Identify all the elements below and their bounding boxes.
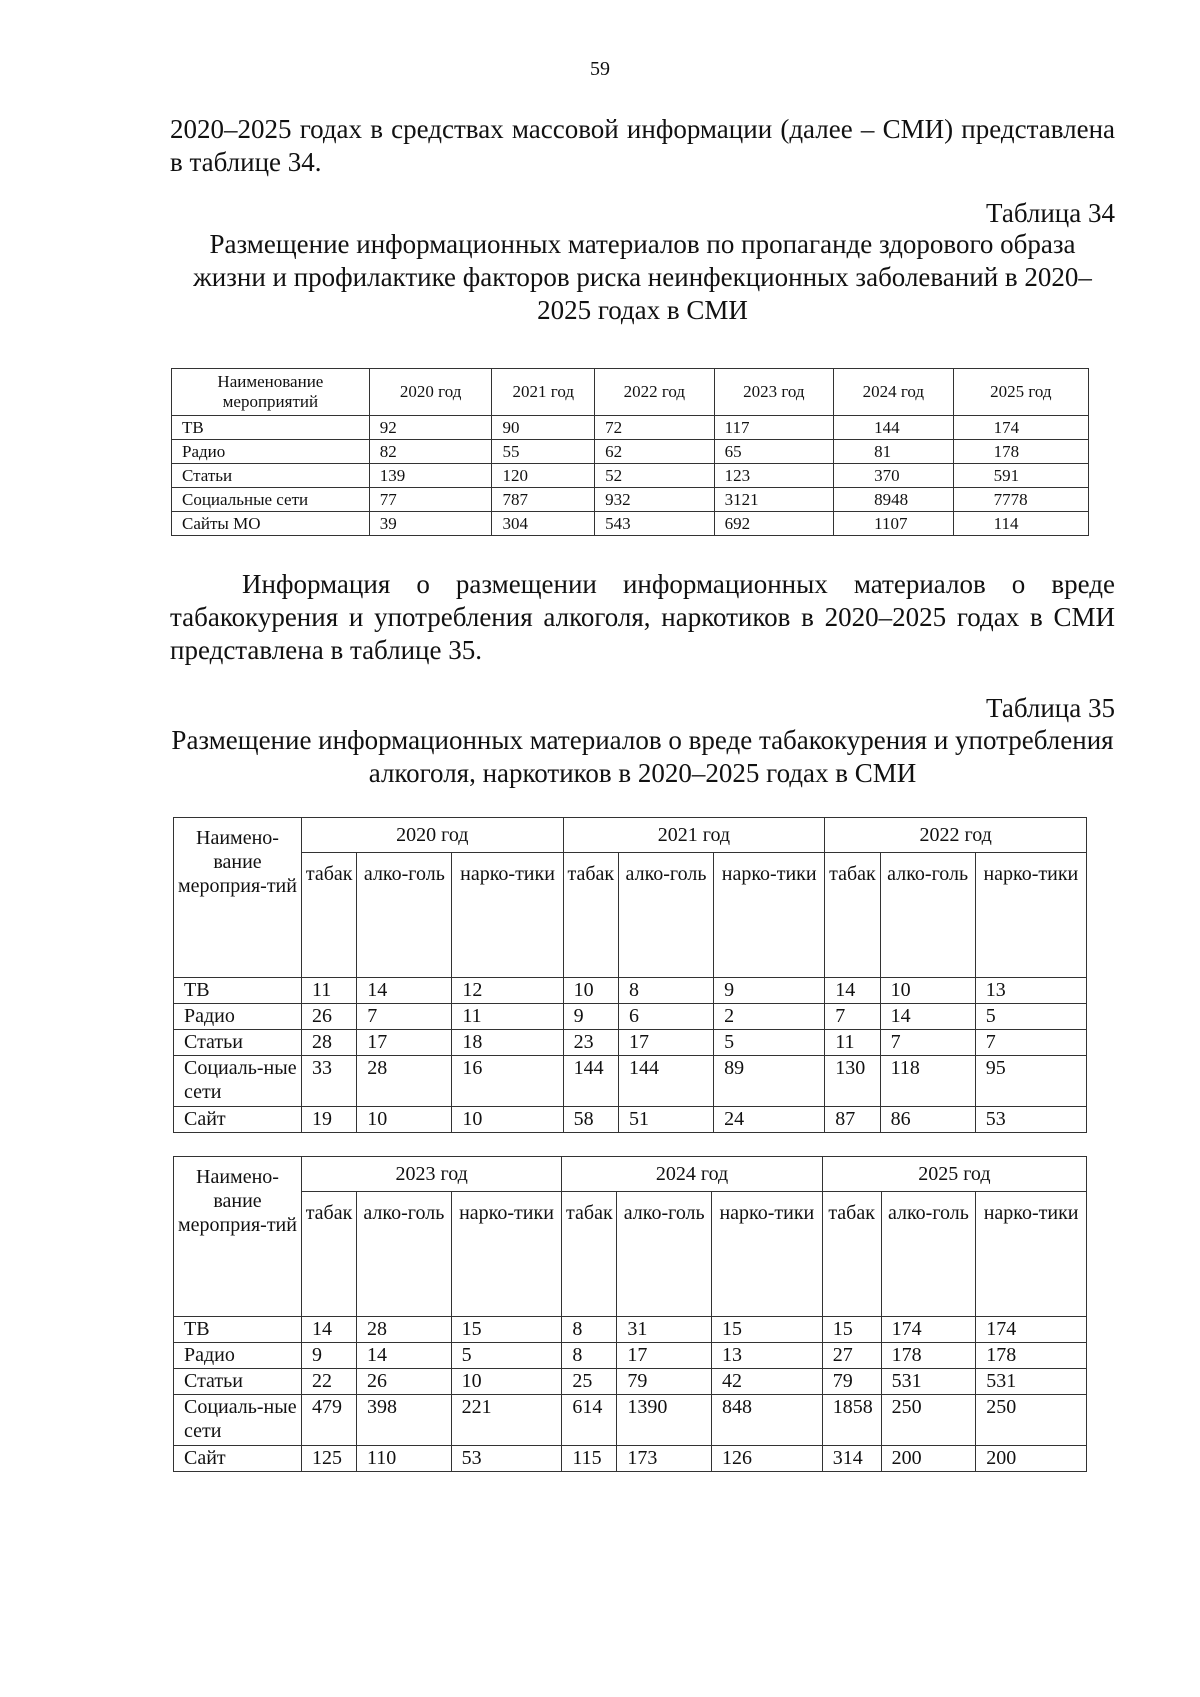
table-cell: 79: [617, 1369, 712, 1395]
table-cell: 77: [369, 488, 492, 512]
table-cell: 27: [822, 1343, 881, 1369]
table-cell: 23: [563, 1030, 618, 1056]
table35-sub-header: алко-голь: [357, 853, 452, 978]
table-cell: 5: [451, 1343, 562, 1369]
table-cell: 9: [563, 1004, 618, 1030]
row-label-cell: Статьи: [174, 1030, 302, 1056]
table-cell: 126: [712, 1446, 823, 1472]
table-cell: 200: [881, 1446, 976, 1472]
table-cell: 130: [825, 1056, 880, 1107]
table-row: [172, 464, 1089, 488]
table-cell: 17: [357, 1030, 452, 1056]
table-cell: 1858: [822, 1395, 881, 1446]
table34-header-cell: 2022 год: [595, 369, 715, 416]
row-label-cell: Радио: [174, 1343, 302, 1369]
table-cell: 1390: [617, 1395, 712, 1446]
table35-sub-header: табак: [822, 1192, 881, 1317]
table-cell: 89: [714, 1056, 825, 1107]
table-row: [174, 978, 1087, 1004]
table-cell: 6: [618, 1004, 713, 1030]
table-row: [174, 1107, 1087, 1133]
table35-title: Размещение информационных материалов о вреде табакокурения и употребления алкоголя, наркотиков в 2020–2025 годах в СМИ: [171, 725, 1114, 788]
table-cell: 370: [834, 464, 954, 488]
table34-title: Размещение информационных материалов по пропаганде здорового образа жизни и профилактике факторов риска неинфекционных заболеваний в 2020–2025 годах в СМИ: [193, 229, 1092, 325]
table-cell: 92: [369, 416, 492, 440]
table-cell: 26: [357, 1369, 452, 1395]
table34-header-cell: Наименование мероприятий: [172, 369, 370, 416]
table-cell: 398: [357, 1395, 452, 1446]
table35-sub-header: табак: [302, 853, 357, 978]
table-cell: 87: [825, 1107, 880, 1133]
table-cell: 72: [595, 416, 715, 440]
table35-sub-row: [174, 1192, 1087, 1317]
row-label-cell: Статьи: [172, 464, 370, 488]
table-cell: 120: [492, 464, 595, 488]
row-label-cell: Социаль-ные сети: [174, 1056, 302, 1107]
table-cell: 314: [822, 1446, 881, 1472]
table-cell: 10: [357, 1107, 452, 1133]
table-cell: 52: [595, 464, 715, 488]
table-cell: 10: [451, 1369, 562, 1395]
table35-sub-header: алко-голь: [881, 1192, 976, 1317]
table-cell: 110: [357, 1446, 452, 1472]
table35-name-header: Наимено-вание мероприя-тий: [174, 1157, 302, 1317]
row-label-cell: Социаль-ные сети: [174, 1395, 302, 1446]
table-row: [174, 1446, 1087, 1472]
table34-label: Таблица 34: [986, 198, 1115, 228]
table35-part2: [173, 1156, 1087, 1472]
table-cell: 42: [712, 1369, 823, 1395]
table-cell: 8948: [834, 488, 954, 512]
table-cell: 15: [822, 1317, 881, 1343]
table-cell: 614: [562, 1395, 617, 1446]
table35-sub-header: нарко-тики: [714, 853, 825, 978]
table-cell: 22: [302, 1369, 357, 1395]
table35-sub-header: алко-голь: [880, 853, 975, 978]
table-cell: 221: [451, 1395, 562, 1446]
table-cell: 26: [302, 1004, 357, 1030]
table-cell: 62: [595, 440, 715, 464]
table-cell: 81: [834, 440, 954, 464]
table-cell: 28: [302, 1030, 357, 1056]
table-row: [172, 416, 1089, 440]
table-cell: 174: [881, 1317, 976, 1343]
table35-sub-header: алко-голь: [617, 1192, 712, 1317]
table-cell: 7: [880, 1030, 975, 1056]
page-number: 59: [590, 58, 610, 80]
table-cell: 139: [369, 464, 492, 488]
table-cell: 118: [880, 1056, 975, 1107]
table-cell: 591: [953, 464, 1088, 488]
table-cell: 7778: [953, 488, 1088, 512]
table-cell: 19: [302, 1107, 357, 1133]
table34: [171, 368, 1089, 536]
table-cell: 31: [617, 1317, 712, 1343]
table35-year-row: [174, 818, 1087, 853]
table-row: [174, 1343, 1087, 1369]
table-cell: 11: [302, 978, 357, 1004]
table-cell: 12: [452, 978, 563, 1004]
table35-sub-header: алко-голь: [357, 1192, 452, 1317]
table35-sub-header: нарко-тики: [712, 1192, 823, 1317]
table34-header-cell: 2025 год: [953, 369, 1088, 416]
table35-year-header: 2024 год: [562, 1157, 822, 1192]
table-cell: 7: [825, 1004, 880, 1030]
table-cell: 2: [714, 1004, 825, 1030]
row-label-cell: ТВ: [172, 416, 370, 440]
table-cell: 11: [825, 1030, 880, 1056]
table-cell: 39: [369, 512, 492, 536]
table-cell: 79: [822, 1369, 881, 1395]
table-cell: 95: [975, 1056, 1086, 1107]
table35-sub-header: табак: [563, 853, 618, 978]
table35-sub-header: табак: [825, 853, 880, 978]
table-cell: 787: [492, 488, 595, 512]
table34-header-cell: 2023 год: [714, 369, 834, 416]
table-cell: 65: [714, 440, 834, 464]
row-label-cell: ТВ: [174, 978, 302, 1004]
table-row: [172, 488, 1089, 512]
second-paragraph: Информация о размещении информационных материалов о вреде табакокурения и употребления алкоголя, наркотиков в 2020–2025 годах в СМИ представлена в таблице 35.: [170, 569, 1115, 665]
table-cell: 144: [618, 1056, 713, 1107]
table-cell: 51: [618, 1107, 713, 1133]
table-row: [174, 1369, 1087, 1395]
table-cell: 173: [617, 1446, 712, 1472]
table-cell: 10: [880, 978, 975, 1004]
table-cell: 24: [714, 1107, 825, 1133]
table-cell: 9: [302, 1343, 357, 1369]
table35-sub-header: нарко-тики: [975, 853, 1086, 978]
table-cell: 11: [452, 1004, 563, 1030]
table-cell: 692: [714, 512, 834, 536]
table-cell: 86: [880, 1107, 975, 1133]
table35-sub-header: нарко-тики: [976, 1192, 1087, 1317]
table-cell: 178: [881, 1343, 976, 1369]
table-cell: 7: [357, 1004, 452, 1030]
table-cell: 174: [976, 1317, 1087, 1343]
table-cell: 28: [357, 1056, 452, 1107]
table-cell: 15: [712, 1317, 823, 1343]
table-row: [174, 1395, 1087, 1446]
table35-sub-row: [174, 853, 1087, 978]
table-cell: 14: [357, 1343, 452, 1369]
table-row: [174, 1317, 1087, 1343]
table-cell: 3121: [714, 488, 834, 512]
table-cell: 25: [562, 1369, 617, 1395]
table-cell: 9: [714, 978, 825, 1004]
table-row: [174, 1056, 1087, 1107]
row-label-cell: Сайт: [174, 1107, 302, 1133]
table35-part1: [173, 817, 1087, 1133]
table-cell: 82: [369, 440, 492, 464]
intro-paragraph: 2020–2025 годах в средствах массовой информации (далее – СМИ) представлена в таблице 34.: [170, 114, 1115, 177]
table-cell: 28: [357, 1317, 452, 1343]
table34-header-cell: 2020 год: [369, 369, 492, 416]
table-cell: 117: [714, 416, 834, 440]
table-cell: 16: [452, 1056, 563, 1107]
table-cell: 543: [595, 512, 715, 536]
table-cell: 5: [975, 1004, 1086, 1030]
table35-sub-header: нарко-тики: [451, 1192, 562, 1317]
table35-year-header: 2022 год: [825, 818, 1087, 853]
table-cell: 250: [881, 1395, 976, 1446]
table35-label: Таблица 35: [986, 693, 1115, 723]
table-cell: 250: [976, 1395, 1087, 1446]
table34-header-row: [172, 369, 1089, 416]
table-cell: 932: [595, 488, 715, 512]
row-label-cell: Радио: [174, 1004, 302, 1030]
table-cell: 17: [617, 1343, 712, 1369]
table-cell: 53: [451, 1446, 562, 1472]
table35-sub-header: табак: [302, 1192, 357, 1317]
table-cell: 17: [618, 1030, 713, 1056]
table35-year-row: [174, 1157, 1087, 1192]
table35-sub-header: нарко-тики: [452, 853, 563, 978]
table-cell: 15: [451, 1317, 562, 1343]
table35-year-header: 2025 год: [822, 1157, 1086, 1192]
table-cell: 10: [452, 1107, 563, 1133]
table-cell: 7: [975, 1030, 1086, 1056]
table34-header-cell: 2021 год: [492, 369, 595, 416]
table-cell: 174: [953, 416, 1088, 440]
table-cell: 5: [714, 1030, 825, 1056]
table-cell: 178: [953, 440, 1088, 464]
table-cell: 14: [302, 1317, 357, 1343]
table-cell: 53: [975, 1107, 1086, 1133]
table-cell: 13: [712, 1343, 823, 1369]
table35-year-header: 2021 год: [563, 818, 825, 853]
table-cell: 58: [563, 1107, 618, 1133]
row-label-cell: ТВ: [174, 1317, 302, 1343]
table-cell: 8: [562, 1343, 617, 1369]
table-cell: 10: [563, 978, 618, 1004]
table-cell: 8: [562, 1317, 617, 1343]
row-label-cell: Сайты МО: [172, 512, 370, 536]
table-cell: 14: [880, 1004, 975, 1030]
table35-sub-header: табак: [562, 1192, 617, 1317]
table-cell: 1107: [834, 512, 954, 536]
table-cell: 55: [492, 440, 595, 464]
table-row: [174, 1030, 1087, 1056]
table-cell: 115: [562, 1446, 617, 1472]
table-cell: 14: [825, 978, 880, 1004]
table-cell: 123: [714, 464, 834, 488]
table-cell: 531: [881, 1369, 976, 1395]
row-label-cell: Статьи: [174, 1369, 302, 1395]
table-cell: 90: [492, 416, 595, 440]
table-cell: 114: [953, 512, 1088, 536]
table-cell: 144: [834, 416, 954, 440]
table-cell: 848: [712, 1395, 823, 1446]
table-cell: 8: [618, 978, 713, 1004]
table35-name-header: Наимено-вание мероприя-тий: [174, 818, 302, 978]
table35-year-header: 2023 год: [302, 1157, 562, 1192]
table34-header-cell: 2024 год: [834, 369, 954, 416]
table-row: [174, 1004, 1087, 1030]
table-cell: 178: [976, 1343, 1087, 1369]
table-cell: 531: [976, 1369, 1087, 1395]
table-cell: 304: [492, 512, 595, 536]
row-label-cell: Сайт: [174, 1446, 302, 1472]
row-label-cell: Социальные сети: [172, 488, 370, 512]
table-cell: 200: [976, 1446, 1087, 1472]
table-cell: 479: [302, 1395, 357, 1446]
row-label-cell: Радио: [172, 440, 370, 464]
table-cell: 33: [302, 1056, 357, 1107]
table-row: [172, 512, 1089, 536]
table-cell: 125: [302, 1446, 357, 1472]
table35-sub-header: алко-голь: [618, 853, 713, 978]
table-cell: 13: [975, 978, 1086, 1004]
table35-year-header: 2020 год: [302, 818, 564, 853]
table-cell: 144: [563, 1056, 618, 1107]
table-cell: 18: [452, 1030, 563, 1056]
table-cell: 14: [357, 978, 452, 1004]
table-row: [172, 440, 1089, 464]
